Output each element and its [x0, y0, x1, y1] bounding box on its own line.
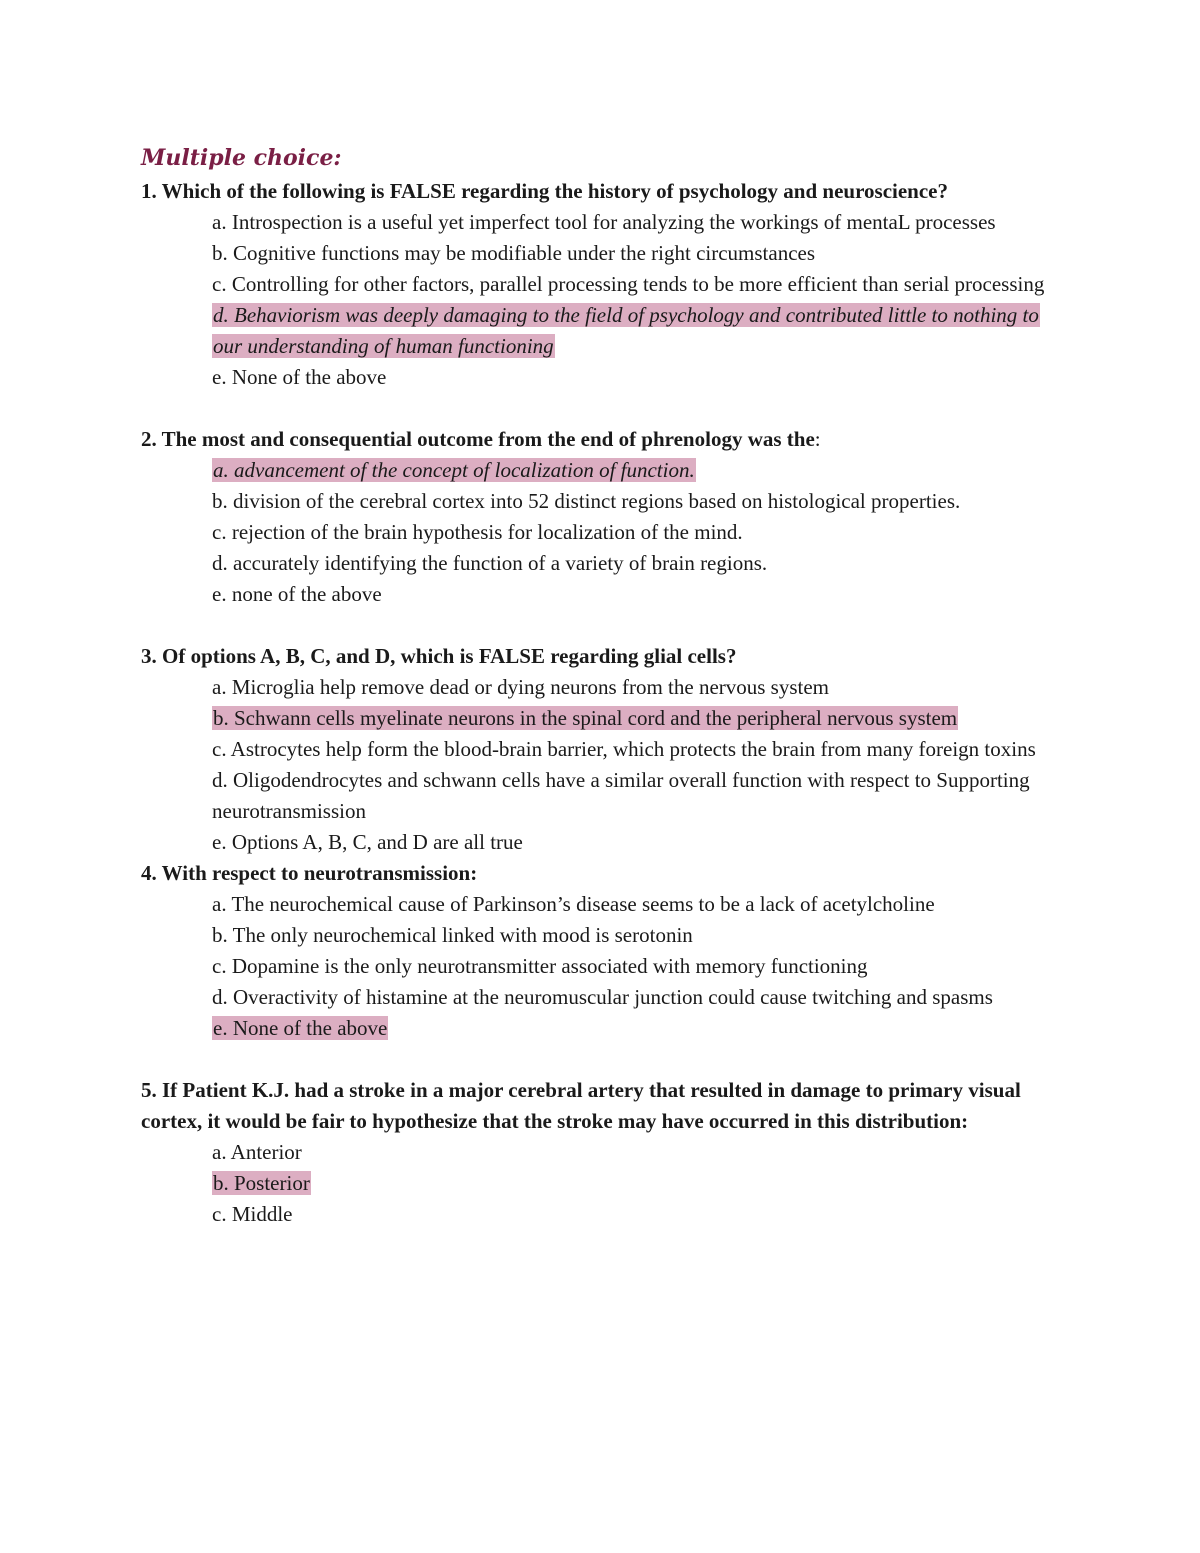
question-text: [141, 424, 1061, 455]
option-c: [212, 951, 1061, 982]
option-e: [212, 362, 1061, 393]
highlighted-answer: b. Posterior: [213, 1171, 310, 1195]
option-b: [212, 920, 1061, 951]
question-5: [141, 1075, 1061, 1230]
option-text: d. accurately identifying the function of a variety of brain regions.: [212, 551, 768, 575]
option-e-answer: [212, 1013, 1061, 1044]
option-text: a. Introspection is a useful yet imperfect tool for analyzing the workings of mentaL processes: [212, 210, 996, 234]
option-text: a. The neurochemical cause of Parkinson’s disease seems to be a lack of acetylcholine: [212, 892, 935, 916]
option-a: [212, 889, 1061, 920]
option-c: [212, 517, 1061, 548]
spacer: [141, 610, 1061, 641]
option-text: c. Astrocytes help form the blood-brain barrier, which protects the brain from many foreign toxins: [212, 737, 1036, 761]
option-text: e. none of the above: [212, 582, 382, 606]
highlighted-answer: d. Behaviorism was deeply damaging to the field of psychology and contributed little to nothing to our understanding of human functioning: [213, 303, 1039, 358]
option-list: [141, 207, 1061, 393]
option-c: [212, 1199, 1061, 1230]
question-text: [141, 1075, 1061, 1137]
option-text: b. division of the cerebral cortex into 52 distinct regions based on histological properties.: [212, 489, 961, 513]
highlighted-answer: b. Schwann cells myelinate neurons in the spinal cord and the peripheral nervous system: [213, 706, 958, 730]
option-c: [212, 269, 1061, 300]
question-stem: 1. Which of the following is FALSE regarding the history of psychology and neuroscience?: [141, 179, 948, 203]
question-4: [141, 858, 1061, 1044]
option-b: [212, 486, 1061, 517]
question-tail: :: [814, 427, 821, 451]
question-stem: 5. If Patient K.J. had a stroke in a major cerebral artery that resulted in damage to primary visual cortex, it would be fair to hypothesize that the stroke may have occurred in this distribution:: [141, 1078, 1021, 1133]
option-list: [141, 1137, 1061, 1230]
option-text: e. Options A, B, C, and D are all true: [212, 830, 523, 854]
question-1: [141, 176, 1061, 393]
option-text: d. Overactivity of histamine at the neuromuscular junction could cause twitching and spasms: [212, 985, 993, 1009]
option-text: b. Cognitive functions may be modifiable under the right circumstances: [212, 241, 816, 265]
option-text: e. None of the above: [212, 365, 387, 389]
option-d: [212, 982, 1061, 1013]
option-list: [141, 455, 1061, 610]
question-stem: 4. With respect to neurotransmission:: [141, 861, 478, 885]
option-list: [141, 672, 1061, 858]
option-b-answer: [212, 1168, 1061, 1199]
section-heading: Multiple choice:: [141, 145, 342, 171]
highlighted-answer: a. advancement of the concept of localization of function.: [213, 458, 695, 482]
option-d: [212, 765, 1061, 827]
option-a: [212, 207, 1061, 238]
document-page: [141, 140, 1061, 1230]
option-a: [212, 1137, 1061, 1168]
option-text: d. Oligodendrocytes and schwann cells have a similar overall function with respect to Supporting neurotransmission: [212, 768, 1030, 823]
option-c: [212, 734, 1061, 765]
option-text: c. Dopamine is the only neurotransmitter associated with memory functioning: [212, 954, 868, 978]
question-text: [141, 176, 1061, 207]
option-text: a. Microglia help remove dead or dying neurons from the nervous system: [212, 675, 830, 699]
option-a-answer: [212, 455, 1061, 486]
option-text: c. rejection of the brain hypothesis for localization of the mind.: [212, 520, 743, 544]
option-a: [212, 672, 1061, 703]
option-text: c. Controlling for other factors, parallel processing tends to be more efficient than serial processing: [212, 272, 1045, 296]
question-text: [141, 858, 1061, 889]
question-text: [141, 641, 1061, 672]
option-b: [212, 238, 1061, 269]
option-text: c. Middle: [212, 1202, 293, 1226]
option-list: [141, 889, 1061, 1044]
option-d: [212, 548, 1061, 579]
option-text: b. The only neurochemical linked with mood is serotonin: [212, 923, 693, 947]
option-text: a. Anterior: [212, 1140, 302, 1164]
option-e: [212, 579, 1061, 610]
highlighted-answer: e. None of the above: [213, 1016, 388, 1040]
option-e: [212, 827, 1061, 858]
question-3: [141, 641, 1061, 858]
spacer: [141, 393, 1061, 424]
question-stem: 3. Of options A, B, C, and D, which is FALSE regarding glial cells?: [141, 644, 737, 668]
option-d-answer: [212, 300, 1061, 362]
option-b-answer: [212, 703, 1061, 734]
question-2: [141, 424, 1061, 610]
spacer: [141, 1044, 1061, 1075]
question-stem: 2. The most and consequential outcome from the end of phrenology was the: [141, 427, 815, 451]
